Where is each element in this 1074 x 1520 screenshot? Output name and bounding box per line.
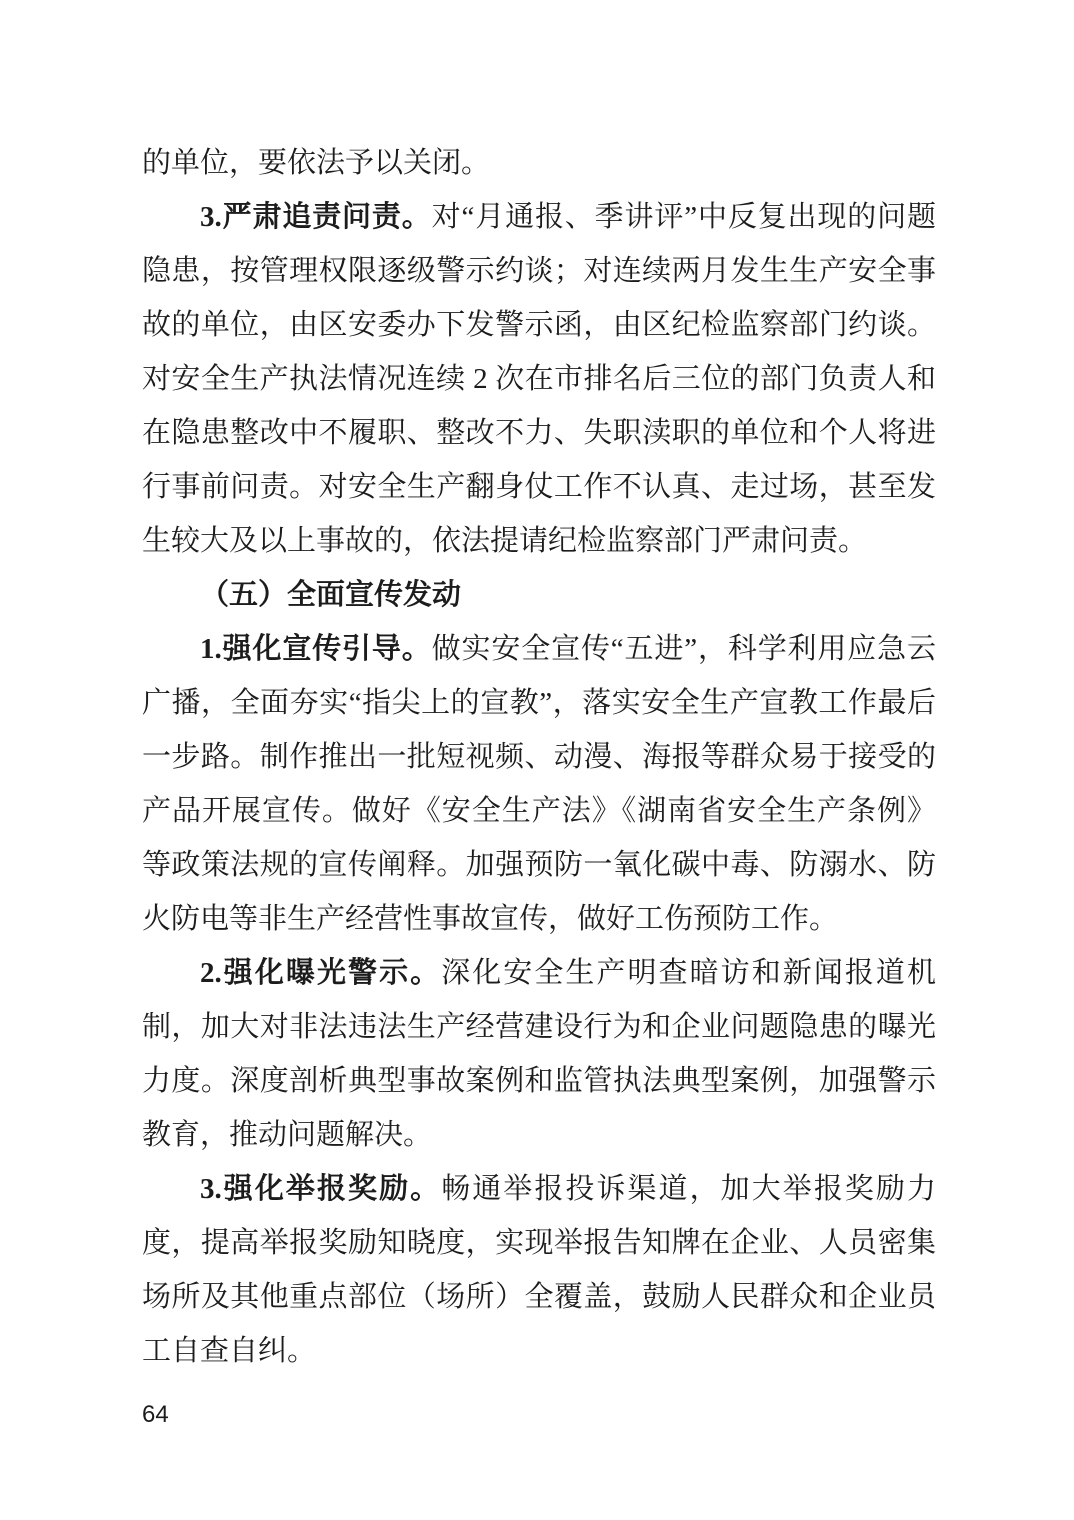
- paragraph-heading: 2.强化曝光警示。: [200, 957, 442, 989]
- paragraph-heading: 3.严肃追责问责。: [200, 201, 432, 233]
- paragraph-accountability: [142, 190, 936, 568]
- paragraph-heading: 3.强化举报奖励。: [200, 1173, 442, 1205]
- paragraph-text: 深化安全生产明查暗访和新闻报道机制，加大对非法违法生产经营建设行为和企业问题隐患的曝光力度。深度剖析典型事故案例和监管执法典型案例，加强警示教育，推动问题解决。: [142, 957, 936, 1151]
- paragraph-text: 对“月通报、季讲评”中反复出现的问题隐患，按管理权限逐级警示约谈；对连续两月发生生产安全事故的单位，由区安委办下发警示函，由区纪检监察部门约谈。对安全生产执法情况连续 2 次在市排名后三位的部门负责人和在隐患整改中不履职、整改不力、失职渎职的单位和个人将进行事前问责。对安全生产翻身仗工作不认真、走过场，甚至发生较大及以上事故的，依法提请纪检监察部门严肃问责。: [142, 201, 936, 557]
- page-number: 64: [142, 1401, 169, 1428]
- section-heading-text: （五）全面宣传发动: [200, 579, 462, 611]
- paragraph-heading: 1.强化宣传引导。: [200, 633, 432, 665]
- paragraph-exposure-warning: [142, 946, 936, 1162]
- section-heading-five: [142, 568, 936, 622]
- paragraph-continuation: [142, 136, 936, 190]
- paragraph-text: 畅通举报投诉渠道，加大举报奖励力度，提高举报奖励知晓度，实现举报告知牌在企业、人员密集场所及其他重点部位（场所）全覆盖，鼓励人民群众和企业员工自查自纠。: [142, 1173, 936, 1367]
- paragraph-text: 的单位，要依法予以关闭。: [142, 147, 491, 179]
- document-body: [142, 136, 936, 1378]
- paragraph-report-reward: [142, 1162, 936, 1378]
- paragraph-publicity-guidance: [142, 622, 936, 946]
- page-footer: [142, 1400, 169, 1430]
- paragraph-text: 做实安全宣传“五进”，科学利用应急云广播，全面夯实“指尖上的宣教”，落实安全生产宣教工作最后一步路。制作推出一批短视频、动漫、海报等群众易于接受的产品开展宣传。做好《安全生产法》《湖南省安全生产条例》等政策法规的宣传阐释。加强预防一氧化碳中毒、防溺水、防火防电等非生产经营性事故宣传，做好工伤预防工作。: [142, 633, 936, 935]
